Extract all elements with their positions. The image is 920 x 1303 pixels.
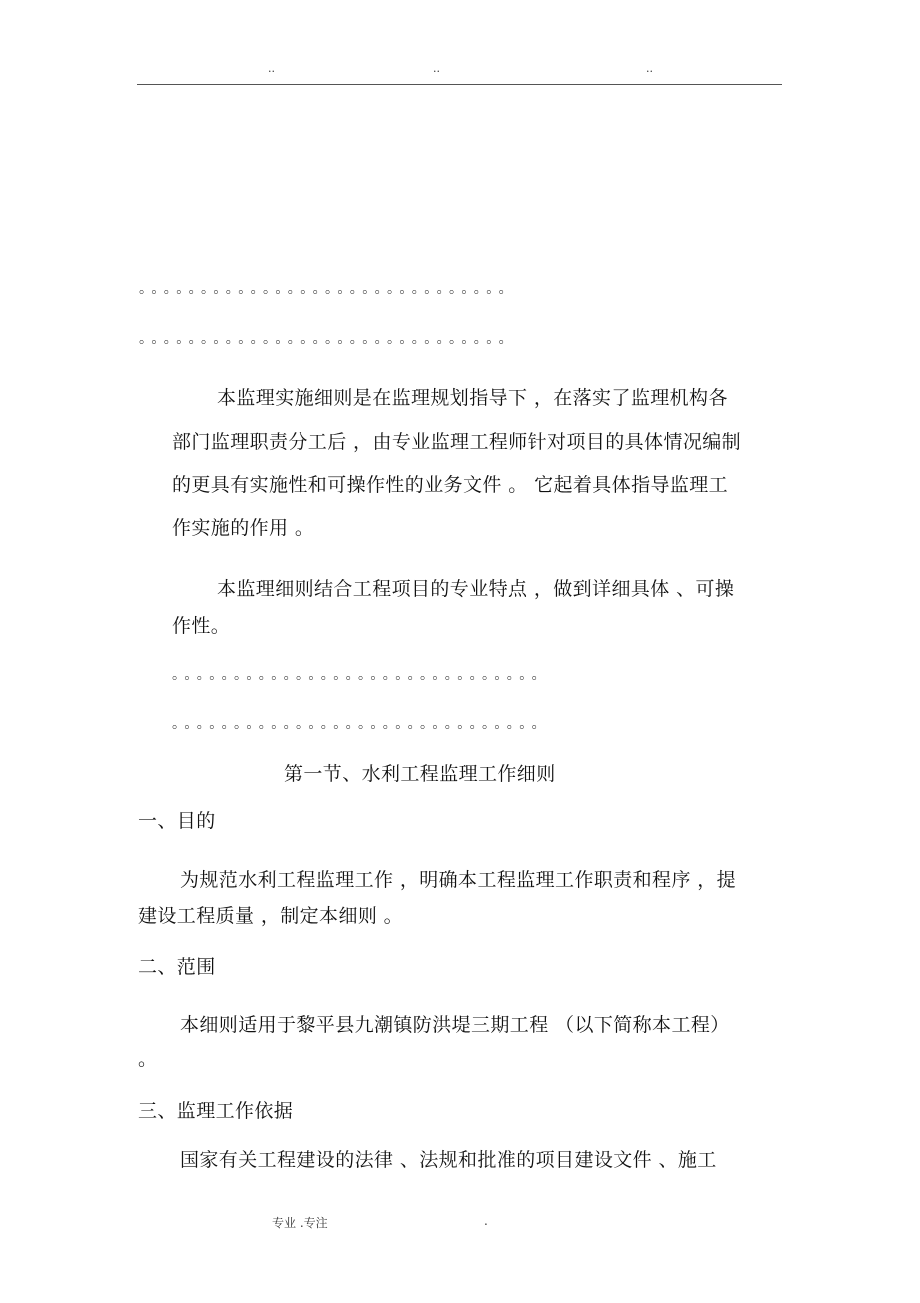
intro-line: 本监理细则结合工程项目的专业特点 ，做到详细具体 、可操 — [217, 578, 735, 600]
heading-purpose: 一、目的 — [138, 810, 216, 832]
body-line: 为规范水利工程监理工作 ，明确本工程监理工作职责和程序 ，提 — [180, 869, 737, 891]
footer-right: . — [484, 1214, 488, 1228]
dotted-line: 。。。。。。。。。。。。。。。。。。。。。。。。。。。。。。 — [139, 331, 518, 347]
body-line: 。 — [138, 1048, 158, 1070]
header-rule — [137, 84, 782, 85]
heading-scope: 二、范围 — [138, 956, 216, 978]
header-dots: .. — [433, 62, 440, 75]
heading-basis: 三、监理工作依据 — [138, 1100, 294, 1122]
section-title: 第一节、水利工程监理工作细则 — [284, 763, 556, 785]
intro-line: 部门监理职责分工后 ，由专业监理工程师针对项目的具体情况编制 — [172, 431, 742, 453]
dotted-line: 。。。。。。。。。。。。。。。。。。。。。。。。。。。。。。 — [172, 716, 551, 732]
intro-line: 的更具有实施性和可操作性的业务文件 。 它起着具体指导监理工 — [172, 474, 729, 496]
body-line: 国家有关工程建设的法律 、法规和批准的项目建设文件 、施工 — [180, 1149, 717, 1171]
intro-line: 本监理实施细则是在监理规划指导下 ，在落实了监理机构各 — [217, 387, 728, 409]
intro-line: 作性。 — [172, 615, 231, 637]
dotted-line: 。。。。。。。。。。。。。。。。。。。。。。。。。。。。。。 — [172, 667, 551, 683]
header-dots: .. — [646, 62, 653, 75]
dotted-line: 。。。。。。。。。。。。。。。。。。。。。。。。。。。。。。 — [139, 281, 518, 297]
body-line: 建设工程质量 ，制定本细则 。 — [138, 905, 404, 927]
header-dots: .. — [268, 62, 275, 75]
footer-left: 专业 .专注 — [272, 1216, 328, 1230]
intro-line: 作实施的作用 。 — [172, 517, 315, 539]
body-line: 本细则适用于黎平县九潮镇防洪堤三期工程 （以下简称本工程） — [180, 1014, 730, 1036]
